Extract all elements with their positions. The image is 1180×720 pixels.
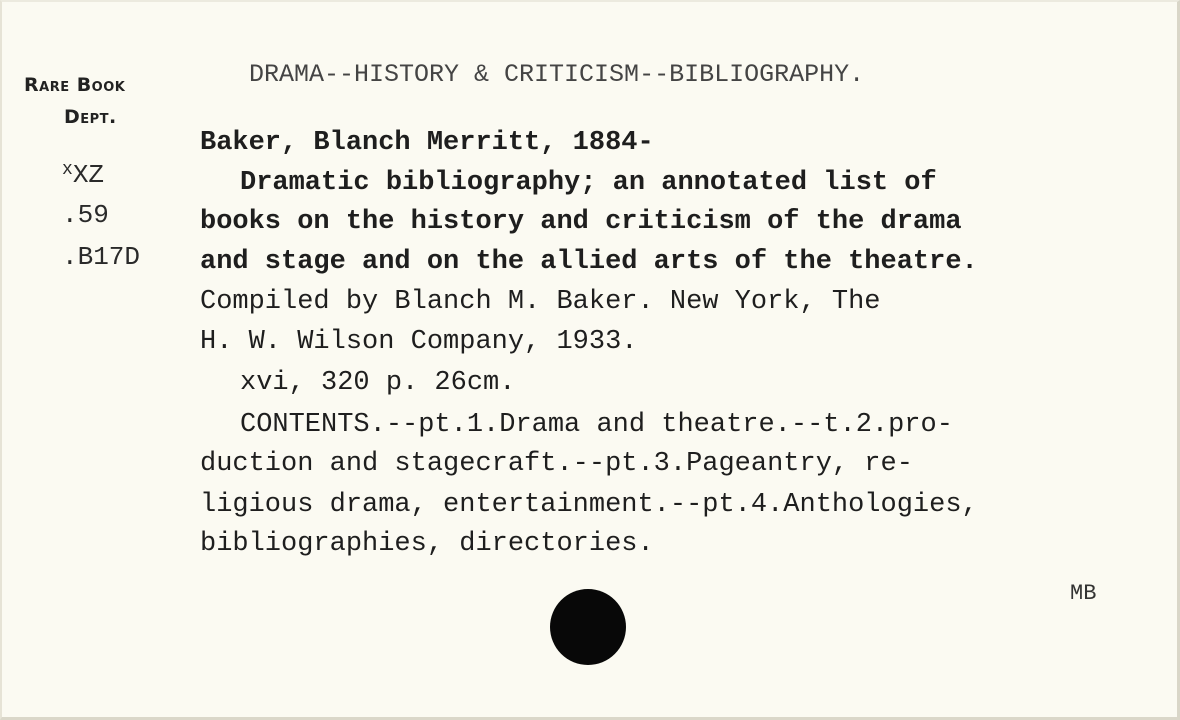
body-line-1: Dramatic bibliography; an annotated list of bbox=[240, 168, 937, 198]
contents-line-4: bibliographies, directories. bbox=[200, 529, 654, 559]
subject-heading: DRAMA--HISTORY & CRITICISM--BIBLIOGRAPHY. bbox=[249, 60, 865, 89]
call-number-line2: .59 bbox=[62, 200, 109, 230]
contents-line-2: duction and stagecraft.--pt.3.Pageantry, re- bbox=[200, 449, 913, 479]
rare-book-stamp-line1: Rare Book bbox=[24, 74, 126, 96]
card-punch-hole bbox=[550, 589, 626, 665]
cataloger-initials: MB bbox=[1070, 581, 1097, 606]
call-number-line1 bbox=[62, 162, 104, 191]
rare-book-stamp-line2: Dept. bbox=[64, 106, 117, 128]
body-line-3: and stage and on the allied arts of the theatre. bbox=[200, 247, 978, 277]
collation-line: xvi, 320 p. 26cm. bbox=[240, 368, 516, 398]
author-entry: Baker, Blanch Merritt, 1884- bbox=[200, 128, 654, 158]
call-number-mark: x bbox=[62, 160, 73, 180]
body-line-5: H. W. Wilson Company, 1933. bbox=[200, 327, 638, 357]
call-number-class: XZ bbox=[72, 160, 105, 190]
body-line-4: Compiled by Blanch M. Baker. New York, The bbox=[200, 287, 881, 317]
body-line-2: books on the history and criticism of the drama bbox=[200, 207, 962, 237]
contents-line-1: CONTENTS.--pt.1.Drama and theatre.--t.2.pro- bbox=[240, 410, 953, 440]
contents-line-3: ligious drama, entertainment.--pt.4.Anthologies, bbox=[200, 490, 978, 520]
call-number-line3: .B17D bbox=[62, 242, 141, 272]
